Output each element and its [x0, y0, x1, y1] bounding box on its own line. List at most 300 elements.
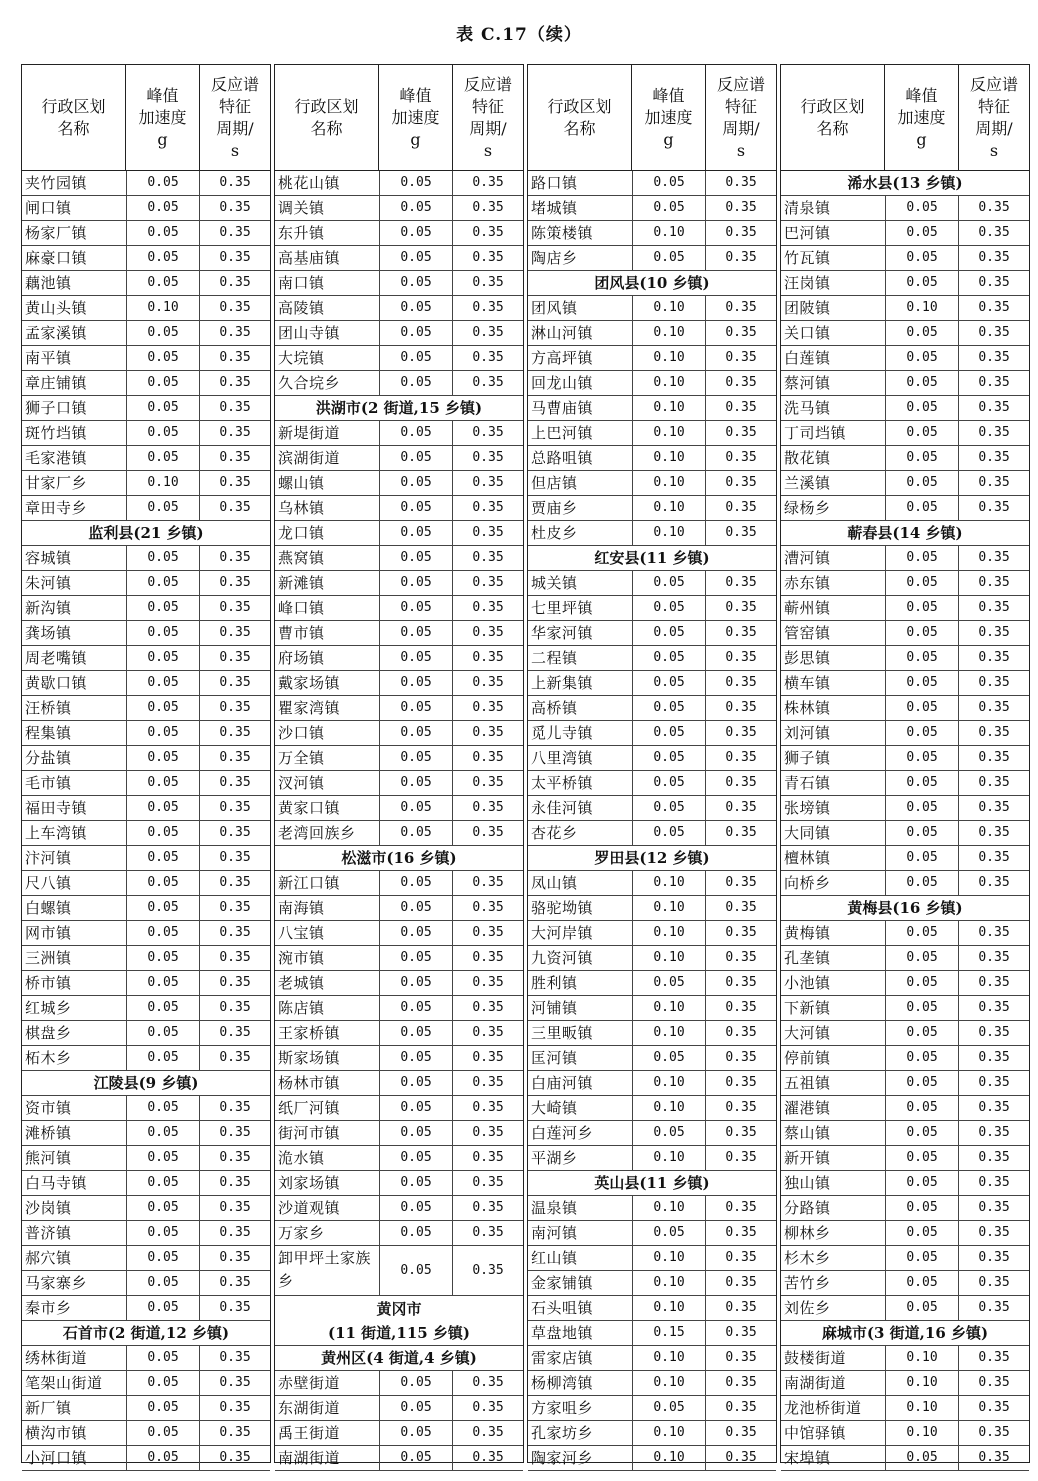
peak-acceleration-value: 0.10: [632, 1271, 706, 1295]
peak-acceleration-value: 0.05: [379, 721, 453, 745]
district-name: 小池镇: [784, 974, 831, 992]
peak-acceleration-value: 0.10: [632, 221, 706, 245]
peak-acceleration-value: 0.10: [632, 1446, 706, 1470]
table-row: [275, 571, 523, 596]
district-name: 清泉镇: [784, 199, 831, 217]
peak-acceleration-value: 0.05: [126, 396, 200, 420]
peak-acceleration-value: 0.05: [126, 1296, 200, 1320]
table-row: [22, 221, 270, 246]
spectrum-period-value: 0.35: [978, 1125, 1010, 1140]
district-name: 府场镇: [278, 649, 325, 667]
district-name: 闸口镇: [25, 199, 72, 217]
district-name: 赤壁街道: [278, 1374, 341, 1392]
spectrum-period-value: 0.35: [219, 425, 251, 440]
table-row: [528, 996, 776, 1021]
spectrum-period-value: 0.35: [978, 325, 1010, 340]
section-title: 罗田县(12 乡镇): [594, 849, 710, 867]
spectrum-period-value: 0.35: [219, 175, 251, 190]
district-name: 上新集镇: [531, 674, 594, 692]
table-row: [275, 171, 523, 196]
table-row: [275, 421, 523, 446]
peak-acceleration-value: 0.05: [379, 1396, 453, 1420]
spectrum-period-value: 0.35: [725, 1200, 757, 1215]
header-name: 行政区划 名称: [275, 65, 379, 170]
table-row: [528, 446, 776, 471]
table-row: [275, 671, 523, 696]
peak-acceleration-value: 0.05: [126, 1346, 200, 1370]
section-title: 麻城市(3 街道,16 乡镇): [821, 1324, 989, 1342]
spectrum-period-value: 0.35: [219, 1375, 251, 1390]
spectrum-period-value: 0.35: [219, 225, 251, 240]
table-row: [528, 171, 776, 196]
spectrum-period-value: 0.35: [978, 350, 1010, 365]
district-name: 普济镇: [25, 1224, 72, 1242]
peak-acceleration-value: 0.05: [885, 1171, 959, 1195]
table-row: [22, 371, 270, 396]
district-name: 南口镇: [278, 274, 325, 292]
spectrum-period-value: 0.35: [725, 875, 757, 890]
district-name: 王家桥镇: [278, 1024, 341, 1042]
table-row: [781, 1371, 1029, 1396]
table-row: [781, 1171, 1029, 1196]
district-name: 二程镇: [531, 649, 578, 667]
spectrum-period-value: 0.35: [472, 225, 504, 240]
spectrum-period-value: 0.35: [219, 375, 251, 390]
peak-acceleration-value: 0.05: [379, 696, 453, 720]
district-name: 街河市镇: [278, 1124, 341, 1142]
table-row: [275, 1396, 523, 1421]
table-row: [781, 846, 1029, 871]
table-row: [275, 946, 523, 971]
peak-acceleration-value: 0.05: [126, 1371, 200, 1395]
spectrum-period-value: 0.35: [219, 275, 251, 290]
district-name: 黄歇口镇: [25, 674, 88, 692]
section-title: 洪湖市(2 街道,15 乡镇): [315, 399, 483, 417]
spectrum-period-value: 0.35: [725, 350, 757, 365]
spectrum-period-value: 0.35: [725, 1025, 757, 1040]
table-row: [528, 1321, 776, 1346]
peak-acceleration-value: 0.10: [126, 296, 200, 320]
spectrum-period-value: 0.35: [725, 1100, 757, 1115]
peak-acceleration-value: 0.05: [379, 1071, 453, 1095]
district-name: 老湾回族乡: [278, 824, 356, 842]
spectrum-period-value: 0.35: [978, 375, 1010, 390]
peak-acceleration-value: 0.05: [126, 171, 200, 195]
district-name: 老城镇: [278, 974, 325, 992]
spectrum-period-value: 0.35: [219, 950, 251, 965]
peak-acceleration-value: 0.10: [632, 496, 706, 520]
table-row: [22, 971, 270, 996]
district-name: 夹竹园镇: [25, 174, 88, 192]
peak-acceleration-value: 0.05: [632, 821, 706, 845]
spectrum-period-value: 0.35: [978, 950, 1010, 965]
spectrum-period-value: 0.35: [219, 900, 251, 915]
spectrum-period-value: 0.35: [219, 325, 251, 340]
spectrum-period-value: 0.35: [472, 800, 504, 815]
district-name: 沙岗镇: [25, 1199, 72, 1217]
header-peak-acceleration: 峰值 加速度 g: [885, 65, 959, 170]
section-header-row: [275, 1346, 523, 1371]
table-row: [528, 1096, 776, 1121]
peak-acceleration-value: 0.10: [885, 1346, 959, 1370]
table-row: [781, 221, 1029, 246]
spectrum-period-value: 0.35: [472, 425, 504, 440]
peak-acceleration-value: 0.05: [126, 496, 200, 520]
table-header: [781, 65, 1029, 171]
spectrum-period-value: 0.35: [472, 750, 504, 765]
spectrum-period-value: 0.35: [472, 1075, 504, 1090]
district-name: 中馆驿镇: [784, 1424, 847, 1442]
peak-acceleration-value: 0.10: [632, 1346, 706, 1370]
spectrum-period-value: 0.35: [978, 1175, 1010, 1190]
peak-acceleration-value: 0.10: [632, 946, 706, 970]
peak-acceleration-value: 0.05: [379, 271, 453, 295]
header-name: 行政区划 名称: [528, 65, 632, 170]
peak-acceleration-value: 0.05: [885, 846, 959, 870]
section-header-row: [22, 1321, 270, 1346]
table-row: [275, 1446, 523, 1471]
district-name: 杨家厂镇: [25, 224, 88, 242]
table-row: [528, 246, 776, 271]
peak-acceleration-value: 0.05: [885, 1146, 959, 1170]
district-name: 但店镇: [531, 474, 578, 492]
district-name: 大崎镇: [531, 1099, 578, 1117]
peak-acceleration-value: 0.05: [379, 371, 453, 395]
district-name: 石头咀镇: [531, 1299, 594, 1317]
header-peak-acceleration: 峰值 加速度 g: [632, 65, 706, 170]
spectrum-period-value: 0.35: [472, 600, 504, 615]
peak-acceleration-value: 0.10: [632, 871, 706, 895]
spectrum-period-value: 0.35: [725, 1050, 757, 1065]
table-row: [275, 1121, 523, 1146]
district-name: 熊河镇: [25, 1149, 72, 1167]
table-row: [781, 996, 1029, 1021]
table-row: [781, 196, 1029, 221]
district-name: 朱河镇: [25, 574, 72, 592]
table-row: [781, 1221, 1029, 1246]
district-name: 回龙山镇: [531, 374, 594, 392]
spectrum-period-value: 0.35: [472, 675, 504, 690]
table-row: [22, 271, 270, 296]
peak-acceleration-value: 0.05: [379, 471, 453, 495]
table-row: [22, 196, 270, 221]
district-name: 彭思镇: [784, 649, 831, 667]
district-name: 郝穴镇: [25, 1249, 72, 1267]
table-row: [781, 921, 1029, 946]
district-name: 龚场镇: [25, 624, 72, 642]
spectrum-period-value: 0.35: [978, 300, 1010, 315]
district-name: 柳林乡: [784, 1224, 831, 1242]
spectrum-period-value: 0.35: [725, 650, 757, 665]
peak-acceleration-value: 0.05: [885, 871, 959, 895]
spectrum-period-value: 0.35: [978, 725, 1010, 740]
spectrum-period-value: 0.35: [978, 1225, 1010, 1240]
table-row: [22, 1021, 270, 1046]
table-row: [528, 1346, 776, 1371]
district-name: 杏花乡: [531, 824, 578, 842]
peak-acceleration-value: 0.05: [632, 796, 706, 820]
spectrum-period-value: 0.35: [978, 450, 1010, 465]
district-name: 资市镇: [25, 1099, 72, 1117]
table-row: [275, 1371, 523, 1396]
table-row: [22, 1171, 270, 1196]
peak-acceleration-value: 0.05: [126, 1121, 200, 1145]
district-name: 万全镇: [278, 749, 325, 767]
peak-acceleration-value: 0.15: [632, 1321, 706, 1345]
table-row: [275, 471, 523, 496]
peak-acceleration-value: 0.10: [632, 1246, 706, 1270]
table-row: [275, 996, 523, 1021]
table-row: [528, 396, 776, 421]
peak-acceleration-value: 0.05: [126, 321, 200, 345]
peak-acceleration-value: 0.05: [379, 196, 453, 220]
spectrum-period-value: 0.35: [978, 1075, 1010, 1090]
table-row: [528, 921, 776, 946]
spectrum-period-value: 0.35: [472, 1125, 504, 1140]
district-name: 马曹庙镇: [531, 399, 594, 417]
peak-acceleration-value: 0.05: [379, 571, 453, 595]
spectrum-period-value: 0.35: [472, 950, 504, 965]
table-row: [22, 1096, 270, 1121]
spectrum-period-value: 0.35: [472, 200, 504, 215]
section-title: 监利县(21 乡镇): [88, 524, 204, 542]
district-name: 蔡河镇: [784, 374, 831, 392]
district-name: 麻豪口镇: [25, 249, 88, 267]
peak-acceleration-value: 0.05: [126, 546, 200, 570]
header-spectrum-period: 反应谱 特征 周期/ s: [969, 74, 1018, 160]
district-name: 大河岸镇: [531, 924, 594, 942]
district-name: 新江口镇: [278, 874, 341, 892]
seismic-parameter-table: [21, 64, 1031, 1467]
table-row: [275, 821, 523, 846]
peak-acceleration-value: 0.05: [885, 1021, 959, 1045]
district-name: 汊河镇: [278, 774, 325, 792]
peak-acceleration-value: 0.05: [885, 696, 959, 720]
spectrum-period-value: 0.35: [978, 1200, 1010, 1215]
peak-acceleration-value: 0.10: [632, 1421, 706, 1445]
table-row: [781, 496, 1029, 521]
spectrum-period-value: 0.35: [219, 1450, 251, 1465]
spectrum-period-value: 0.35: [725, 1225, 757, 1240]
district-name: 毛市镇: [25, 774, 72, 792]
peak-acceleration-value: 0.05: [126, 1021, 200, 1045]
section-title: 松滋市(16 乡镇): [341, 849, 457, 867]
table-row: [275, 1046, 523, 1071]
district-name: 白螺镇: [25, 899, 72, 917]
district-name: 八里湾镇: [531, 749, 594, 767]
district-name: 河铺镇: [531, 999, 578, 1017]
table-row: [781, 871, 1029, 896]
spectrum-period-value: 0.35: [219, 1150, 251, 1165]
district-name: 黄山头镇: [25, 299, 88, 317]
district-name: 程集镇: [25, 724, 72, 742]
peak-acceleration-value: 0.05: [126, 746, 200, 770]
spectrum-period-value: 0.35: [725, 825, 757, 840]
peak-acceleration-value: 0.05: [632, 696, 706, 720]
table-row: [528, 696, 776, 721]
peak-acceleration-value: 0.05: [885, 971, 959, 995]
spectrum-period-value: 0.35: [978, 875, 1010, 890]
district-name: 团山寺镇: [278, 324, 341, 342]
table-row: [275, 971, 523, 996]
table-row: [275, 696, 523, 721]
spectrum-period-value: 0.35: [725, 400, 757, 415]
spectrum-period-value: 0.35: [725, 625, 757, 640]
district-name: 狮子口镇: [25, 399, 88, 417]
table-row: [22, 821, 270, 846]
spectrum-period-value: 0.35: [219, 650, 251, 665]
peak-acceleration-value: 0.05: [126, 1271, 200, 1295]
district-name: 峰口镇: [278, 599, 325, 617]
spectrum-period-value: 0.35: [725, 325, 757, 340]
peak-acceleration-value: 0.05: [126, 371, 200, 395]
peak-acceleration-value: 0.05: [885, 771, 959, 795]
district-name: 柘木乡: [25, 1049, 72, 1067]
district-name: 堵城镇: [531, 199, 578, 217]
table-row: [22, 171, 270, 196]
spectrum-period-value: 0.35: [725, 725, 757, 740]
spectrum-period-value: 0.35: [978, 1150, 1010, 1165]
peak-acceleration-value: 0.10: [885, 296, 959, 320]
spectrum-period-value: 0.35: [219, 1275, 251, 1290]
table-row: [275, 1421, 523, 1446]
spectrum-period-value: 0.35: [219, 450, 251, 465]
table-header: [22, 65, 270, 171]
peak-acceleration-value: 0.10: [632, 996, 706, 1020]
spectrum-period-value: 0.35: [725, 1400, 757, 1415]
table-row: [22, 946, 270, 971]
peak-acceleration-value: 0.05: [126, 721, 200, 745]
district-name: 平湖乡: [531, 1149, 578, 1167]
district-name: 鼓楼街道: [784, 1349, 847, 1367]
spectrum-period-value: 0.35: [978, 425, 1010, 440]
spectrum-period-value: 0.35: [978, 400, 1010, 415]
spectrum-period-value: 0.35: [219, 400, 251, 415]
table-row: [781, 421, 1029, 446]
peak-acceleration-value: 0.05: [379, 1446, 453, 1470]
table-row: [22, 1421, 270, 1446]
district-name: 斑竹垱镇: [25, 424, 88, 442]
table-row: [22, 1296, 270, 1321]
table-row: [22, 1446, 270, 1471]
district-name: 高桥镇: [531, 699, 578, 717]
district-name: 曹市镇: [278, 624, 325, 642]
district-name: 章田寺乡: [25, 499, 88, 517]
district-name: 分盐镇: [25, 749, 72, 767]
table-row: [528, 471, 776, 496]
table-row: [275, 921, 523, 946]
table-row: [528, 596, 776, 621]
table-row: [22, 346, 270, 371]
table-row: [528, 671, 776, 696]
district-name: 新沟镇: [25, 599, 72, 617]
spectrum-period-value: 0.35: [219, 350, 251, 365]
district-name: 万家乡: [278, 1224, 325, 1242]
district-name: 南湖街道: [784, 1374, 847, 1392]
spectrum-period-value: 0.35: [725, 425, 757, 440]
section-header-row: [781, 896, 1029, 921]
district-name: 大同镇: [784, 824, 831, 842]
table-row: [781, 1396, 1029, 1421]
peak-acceleration-value: 0.05: [126, 346, 200, 370]
spectrum-period-value: 0.35: [978, 700, 1010, 715]
peak-acceleration-value: 0.05: [885, 1246, 959, 1270]
district-name: 乌林镇: [278, 499, 325, 517]
peak-acceleration-value: 0.05: [632, 721, 706, 745]
table-row: [781, 1346, 1029, 1371]
district-name: 骆驼坳镇: [531, 899, 594, 917]
peak-acceleration-value: 0.05: [379, 296, 453, 320]
district-name: 白庙河镇: [531, 1074, 594, 1092]
table-row: [275, 1021, 523, 1046]
table-row: [781, 1096, 1029, 1121]
peak-acceleration-value: 0.05: [126, 596, 200, 620]
peak-acceleration-value: 0.05: [885, 1271, 959, 1295]
table-row: [528, 521, 776, 546]
district-name: 大垸镇: [278, 349, 325, 367]
peak-acceleration-value: 0.05: [379, 871, 453, 895]
section-title: 红安县(11 乡镇): [594, 549, 710, 567]
district-name: 方高坪镇: [531, 349, 594, 367]
spectrum-period-value: 0.35: [472, 650, 504, 665]
district-name: 苦竹乡: [784, 1274, 831, 1292]
spectrum-period-value: 0.35: [978, 575, 1010, 590]
section-header-row: [528, 1171, 776, 1196]
table-row: [528, 571, 776, 596]
section-header-row: [528, 271, 776, 296]
peak-acceleration-value: 0.05: [885, 346, 959, 370]
district-name: 陈策楼镇: [531, 224, 594, 242]
spectrum-period-value: 0.35: [978, 1275, 1010, 1290]
peak-acceleration-value: 0.05: [126, 571, 200, 595]
table-row: [22, 321, 270, 346]
peak-acceleration-value: 0.05: [379, 1121, 453, 1145]
spectrum-period-value: 0.35: [978, 1050, 1010, 1065]
spectrum-period-value: 0.35: [978, 1400, 1010, 1415]
peak-acceleration-value: 0.05: [126, 1221, 200, 1245]
peak-acceleration-value: 0.10: [632, 1371, 706, 1395]
peak-acceleration-value: 0.05: [885, 1121, 959, 1145]
table-row: [528, 1371, 776, 1396]
district-name: 杨林市镇: [278, 1074, 341, 1092]
table-row: [781, 571, 1029, 596]
peak-acceleration-value: 0.10: [632, 321, 706, 345]
spectrum-period-value: 0.35: [219, 1125, 251, 1140]
table-row: [528, 896, 776, 921]
district-name: 白莲镇: [784, 349, 831, 367]
table-row: [528, 771, 776, 796]
district-name: 胜利镇: [531, 974, 578, 992]
table-row: [22, 1196, 270, 1221]
spectrum-period-value: 0.35: [725, 675, 757, 690]
spectrum-period-value: 0.35: [219, 250, 251, 265]
district-name: 草盘地镇: [531, 1324, 594, 1342]
header-spectrum-period: 反应谱 特征 周期/ s: [463, 74, 512, 160]
peak-acceleration-value: 0.10: [632, 421, 706, 445]
district-name: 甘家厂乡: [25, 474, 88, 492]
table-row: [22, 746, 270, 771]
district-name: 杉木乡: [784, 1249, 831, 1267]
table-row: [781, 621, 1029, 646]
peak-acceleration-value: 0.10: [632, 521, 706, 545]
spectrum-period-value: 0.35: [472, 450, 504, 465]
district-name: 横车镇: [784, 674, 831, 692]
spectrum-period-value: 0.35: [219, 600, 251, 615]
district-name: 绣林街道: [25, 1349, 88, 1367]
spectrum-period-value: 0.35: [472, 1375, 504, 1390]
spectrum-period-value: 0.35: [725, 750, 757, 765]
table-row: [781, 946, 1029, 971]
